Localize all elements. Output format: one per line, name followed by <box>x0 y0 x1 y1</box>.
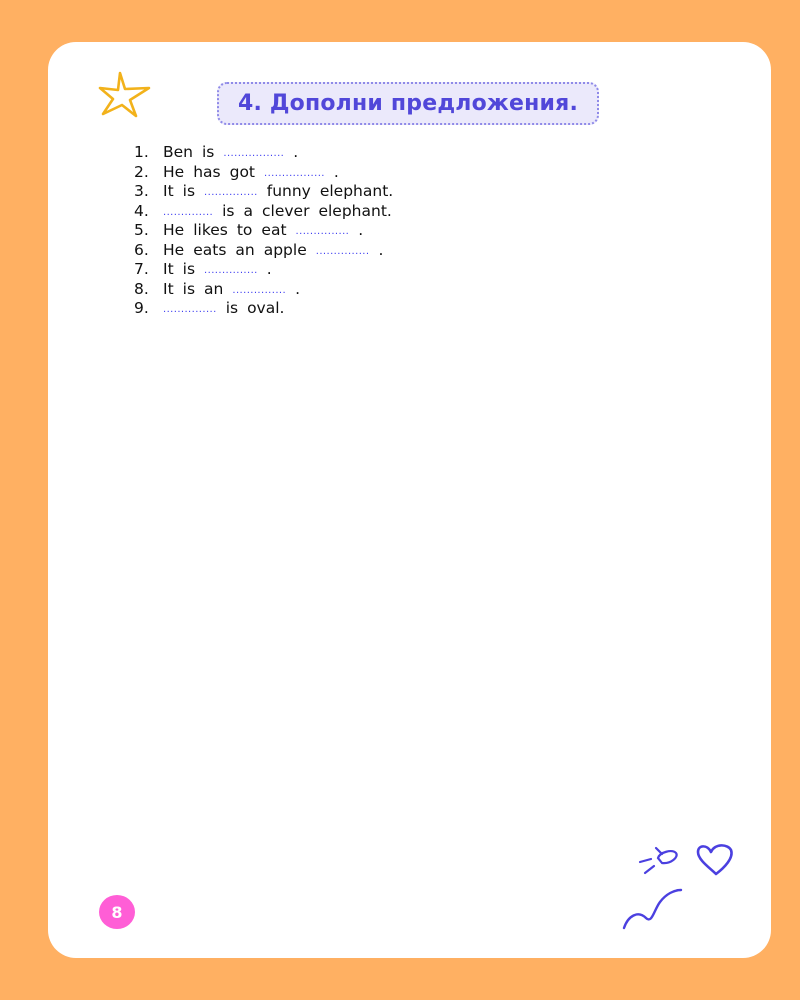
sentence-item <box>134 163 434 183</box>
sentence-number: 9. <box>134 299 149 317</box>
sentence-word: likes <box>193 221 228 239</box>
doodle-decoration <box>618 838 743 938</box>
sentence-item <box>134 182 434 202</box>
sentence-item <box>134 143 434 163</box>
sentence-item <box>134 260 434 280</box>
sentence-word: is <box>182 182 196 200</box>
sentence-word: It <box>163 260 174 278</box>
exercise-title-box <box>217 82 599 125</box>
sentence-word: . <box>295 279 300 298</box>
sentence-word: has <box>193 162 221 181</box>
sentence-list <box>134 143 434 319</box>
sentence-word: . <box>293 143 299 161</box>
sentence-item <box>134 299 434 319</box>
heart-outline-icon <box>698 845 732 874</box>
sentence-word: . <box>333 162 339 181</box>
sentence-word: He <box>163 162 185 181</box>
sentence-word: . <box>358 221 364 239</box>
exercise-title: 4. Дополни предложения. <box>237 91 579 116</box>
sentence-word: oval. <box>247 299 285 317</box>
sentence-word: . <box>378 240 384 259</box>
sentence-word: an <box>204 279 224 298</box>
page-number: 8 <box>111 902 123 922</box>
sentence-number: 6. <box>134 240 149 259</box>
sentence-word: It <box>163 182 174 200</box>
answer-blank[interactable]: ................. <box>264 167 325 179</box>
sentence-number: 5. <box>134 221 149 239</box>
sentence-word: eats <box>193 240 227 259</box>
sentence-word: He <box>163 221 185 239</box>
sentence-word: clever <box>262 201 310 220</box>
sentence-word: to <box>236 221 253 239</box>
sentence-word: . <box>266 260 272 278</box>
sentence-word: is <box>182 279 196 298</box>
answer-blank[interactable]: .............. <box>163 206 214 218</box>
sentence-word: Ben <box>163 143 193 161</box>
sentence-number: 8. <box>134 279 149 298</box>
answer-blank[interactable]: ............... <box>204 265 258 276</box>
answer-blank[interactable]: ............... <box>315 245 370 257</box>
answer-blank[interactable]: ............... <box>295 226 350 237</box>
sentence-item <box>134 221 434 241</box>
answer-blank[interactable]: ............... <box>163 304 217 315</box>
star-icon <box>98 70 152 118</box>
sentence-word: got <box>229 162 256 181</box>
sentence-word: elephant. <box>318 201 392 220</box>
answer-blank[interactable]: ................. <box>223 148 285 159</box>
sentence-number: 7. <box>134 260 149 278</box>
sentence-word: apple <box>263 240 307 259</box>
page-number-badge <box>99 895 135 929</box>
sentence-number: 3. <box>134 182 149 200</box>
sentence-item <box>134 280 434 300</box>
sentence-word: is <box>222 201 235 220</box>
squiggle-icon <box>624 890 681 928</box>
sentence-item <box>134 202 434 222</box>
sentence-word: is <box>182 260 196 278</box>
sentence-word: an <box>235 240 255 259</box>
sentence-number: 4. <box>134 201 149 220</box>
sentence-word: funny <box>266 182 311 200</box>
sentence-number: 1. <box>134 143 149 161</box>
answer-blank[interactable]: ............... <box>204 187 258 198</box>
sentence-word: is <box>202 143 215 161</box>
sentence-word: a <box>243 201 253 220</box>
answer-blank[interactable]: ............... <box>232 284 287 296</box>
sentence-number: 2. <box>134 162 149 181</box>
sparkle-icon <box>640 848 677 873</box>
sentence-item <box>134 241 434 261</box>
sentence-word: is <box>225 299 239 317</box>
sentence-word: eat <box>261 221 287 239</box>
sentence-word: He <box>163 240 185 259</box>
sentence-word: elephant. <box>319 182 394 200</box>
sentence-word: It <box>163 279 174 298</box>
